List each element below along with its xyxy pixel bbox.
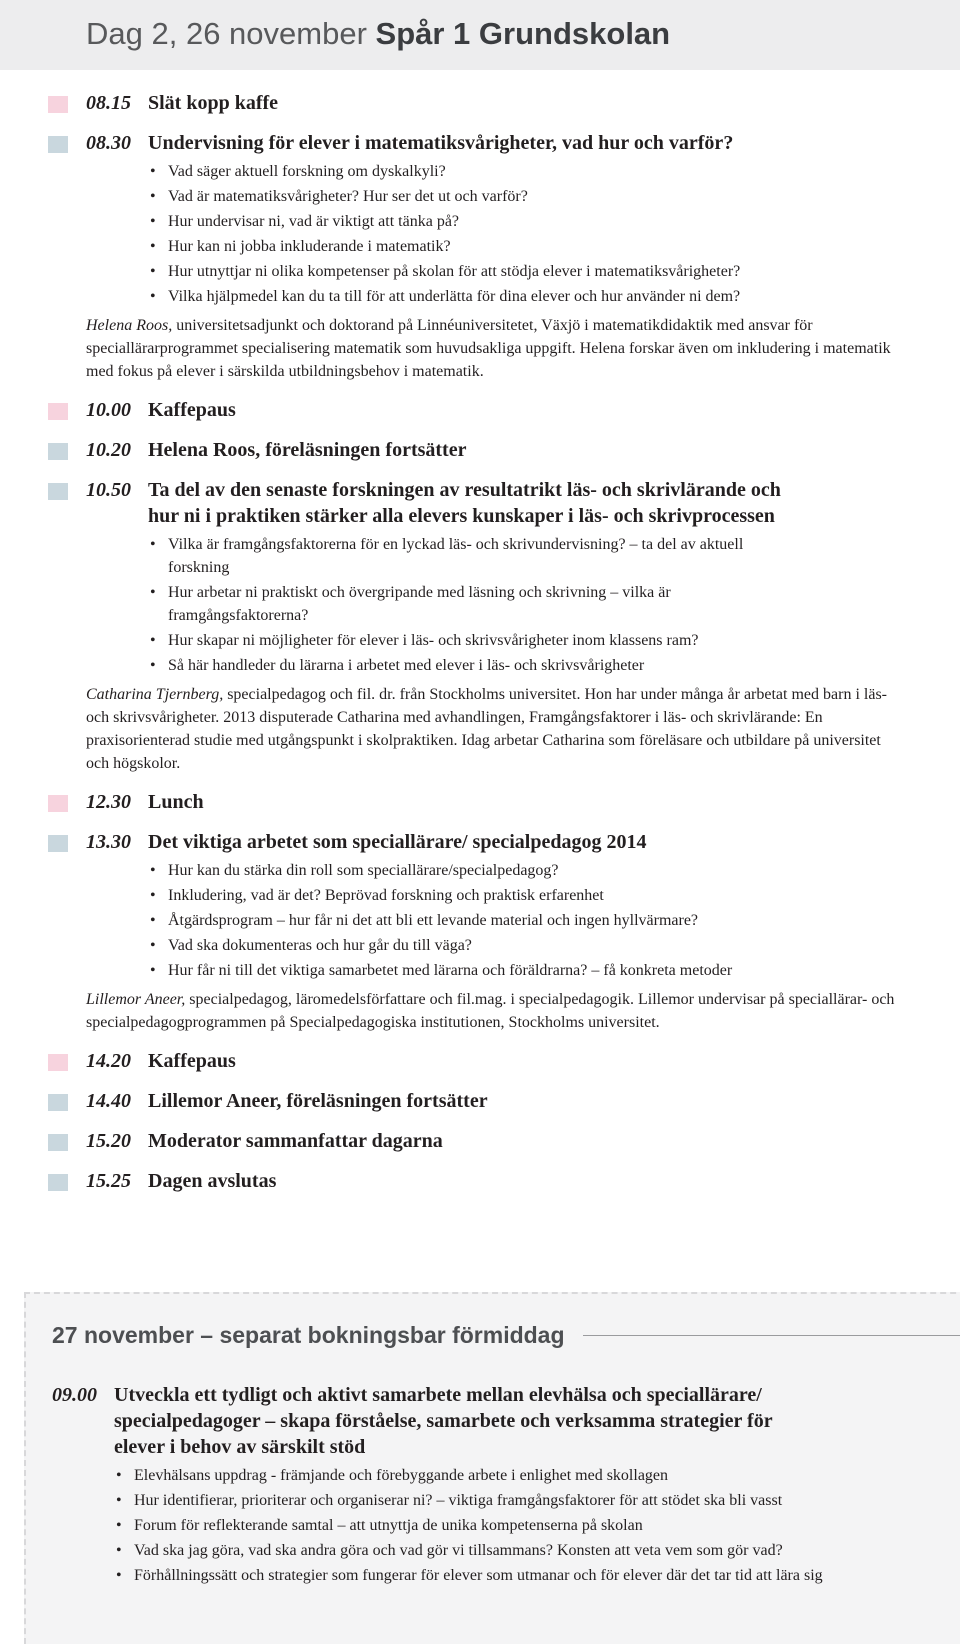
page-header bbox=[0, 0, 960, 70]
topic-item: • Vad ska dokumenteras och hur går du till väga? bbox=[148, 934, 848, 957]
speaker-name: Catharina Tjernberg, bbox=[86, 686, 224, 703]
session-time: 14.20 bbox=[86, 1050, 131, 1072]
session-time: 08.15 bbox=[86, 92, 131, 114]
topic-item: • Vilka är framgångsfaktorerna för en lyckad läs- och skrivundervisning? – ta del av aktuell forskning bbox=[148, 533, 748, 579]
session-time: 15.25 bbox=[86, 1170, 131, 1192]
break-marker bbox=[48, 96, 68, 113]
topic-item: • Vad är matematiksvårigheter? Hur ser det ut och varför? bbox=[148, 185, 848, 208]
session-marker bbox=[48, 835, 68, 852]
session-1050 bbox=[0, 477, 960, 775]
topic-item: • Vad ska jag göra, vad ska andra göra och vad gör vi tillsammans? Konsten att veta vem som gör vad? bbox=[114, 1539, 894, 1562]
session-title: Utveckla ett tydligt och aktivt samarbete mellan elevhälsa och speciallärare/ specialpedagoger – skapa förståelse, samarbete och verksamma strategier för elever i behov av särskilt stöd bbox=[114, 1384, 773, 1458]
topic-item: • Så här handleder du lärarna i arbetet med elever i läs- och skrivsvårigheter bbox=[148, 654, 748, 677]
topic-list bbox=[148, 859, 848, 982]
session-0900 bbox=[52, 1382, 932, 1589]
topic-item: • Hur kan ni jobba inkluderande i matematik? bbox=[148, 235, 848, 258]
topic-item: • Förhållningssätt och strategier som fungerar för elever som utmanar och för elever där det tar tid att lära sig bbox=[114, 1564, 894, 1587]
session-time: 10.00 bbox=[86, 399, 131, 421]
session-marker bbox=[48, 1174, 68, 1191]
topic-item: • Hur kan du stärka din roll som speciallärare/specialpedagog? bbox=[148, 859, 848, 882]
topic-list bbox=[148, 160, 848, 308]
speaker-bio bbox=[86, 683, 906, 775]
session-title: Dagen avslutas bbox=[148, 1170, 277, 1192]
session-1020 bbox=[0, 437, 960, 463]
session-time: 13.30 bbox=[86, 831, 131, 853]
speaker-description: specialpedagog och fil. dr. från Stockholms universitet. Hon har under många år arbetat med barn i läs- och skrivsvårigheter. 2013 disputerade Catharina med avhandlingen, Framgångsfaktorer i läs- och skrivlärande: En praxisorienterad studie med utgångspunkt i skolpraktiken. Idag arbetar Catharina som föreläsare och utbildare på universitet och högskolor. bbox=[86, 686, 887, 772]
session-title: Lillemor Aneer, föreläsningen fortsätter bbox=[148, 1090, 488, 1112]
break-marker bbox=[48, 1054, 68, 1071]
topic-list bbox=[148, 533, 748, 677]
session-title: Helena Roos, föreläsningen fortsätter bbox=[148, 439, 467, 461]
program-list bbox=[0, 90, 960, 1208]
session-time: 09.00 bbox=[52, 1384, 97, 1406]
speaker-bio bbox=[86, 314, 906, 383]
box-heading bbox=[52, 1322, 960, 1349]
session-1440 bbox=[0, 1088, 960, 1114]
topic-item: • Hur får ni till det viktiga samarbetet med lärarna och föräldrarna? – få konkreta metoder bbox=[148, 959, 848, 982]
session-0815 bbox=[0, 90, 960, 116]
session-time: 08.30 bbox=[86, 132, 131, 154]
session-time: 14.40 bbox=[86, 1090, 131, 1112]
session-marker bbox=[48, 483, 68, 500]
session-time: 10.20 bbox=[86, 439, 131, 461]
speaker-name: Helena Roos, bbox=[86, 317, 173, 334]
session-marker bbox=[48, 1094, 68, 1111]
session-1000 bbox=[0, 397, 960, 423]
optional-morning-box bbox=[24, 1292, 960, 1644]
session-1520 bbox=[0, 1128, 960, 1154]
session-title: Kaffepaus bbox=[148, 399, 236, 421]
session-time: 15.20 bbox=[86, 1130, 131, 1152]
session-title: Det viktiga arbetet som speciallärare/ specialpedagog 2014 bbox=[148, 831, 647, 853]
topic-item: • Inkludering, vad är det? Beprövad forskning och praktisk erfarenhet bbox=[148, 884, 848, 907]
session-title: Lunch bbox=[148, 791, 204, 813]
topic-list bbox=[114, 1464, 894, 1587]
topic-item: • Vad säger aktuell forskning om dyskalkyli? bbox=[148, 160, 848, 183]
topic-item: • Forum för reflekterande samtal – att utnyttja de unika kompetenserna på skolan bbox=[114, 1514, 894, 1537]
speaker-bio bbox=[86, 988, 906, 1034]
title-track: Spår 1 Grundskolan bbox=[375, 16, 671, 51]
session-1525 bbox=[0, 1168, 960, 1194]
topic-item: • Elevhälsans uppdrag - främjande och förebyggande arbete i enlighet med skollagen bbox=[114, 1464, 894, 1487]
session-marker bbox=[48, 443, 68, 460]
session-1230 bbox=[0, 789, 960, 815]
topic-item: • Hur arbetar ni praktiskt och övergripande med läsning och skrivning – vilka är framgångsfaktorerna? bbox=[148, 581, 748, 627]
session-1330 bbox=[0, 829, 960, 1034]
speaker-name: Lillemor Aneer, bbox=[86, 991, 186, 1008]
session-0830 bbox=[0, 130, 960, 383]
session-title: Moderator sammanfattar dagarna bbox=[148, 1130, 443, 1152]
topic-item: • Hur undervisar ni, vad är viktigt att tänka på? bbox=[148, 210, 848, 233]
topic-item: • Hur identifierar, prioriterar och organiserar ni? – viktiga framgångsfaktorer för att stödet ska bli vasst bbox=[114, 1489, 894, 1512]
session-title: Ta del av den senaste forskningen av resultatrikt läs- och skrivlärande och hur ni i praktiken stärker alla elevers kunskaper i läs- och skrivprocessen bbox=[148, 479, 781, 527]
session-time: 12.30 bbox=[86, 791, 131, 813]
heading-rule bbox=[583, 1335, 960, 1336]
topic-item: • Hur skapar ni möjligheter för elever i läs- och skrivsvårigheter inom klassens ram? bbox=[148, 629, 748, 652]
session-1420 bbox=[0, 1048, 960, 1074]
break-marker bbox=[48, 403, 68, 420]
break-marker bbox=[48, 795, 68, 812]
session-marker bbox=[48, 1134, 68, 1151]
title-date: Dag 2, 26 november bbox=[86, 16, 367, 51]
speaker-description: universitetsadjunkt och doktorand på Linnéuniversitetet, Växjö i matematikdidaktik med ansvar för speciallärarprogrammet specialisering matematik som huvudsakliga uppgift. Helena forskar även om inkludering i matematik med fokus på elever i särskilda utbildningsbehov i matematik. bbox=[86, 317, 891, 380]
topic-item: • Vilka hjälpmedel kan du ta till för att underlätta för dina elever och hur använder ni dem? bbox=[148, 285, 848, 308]
box-title: 27 november – separat bokningsbar förmiddag bbox=[52, 1322, 565, 1348]
session-title: Kaffepaus bbox=[148, 1050, 236, 1072]
session-marker bbox=[48, 136, 68, 153]
topic-item: • Hur utnyttjar ni olika kompetenser på skolan för att stödja elever i matematiksvårigheter? bbox=[148, 260, 848, 283]
page-title bbox=[86, 16, 670, 52]
session-title: Slät kopp kaffe bbox=[148, 92, 279, 114]
speaker-description: specialpedagog, läromedelsförfattare och fil.mag. i specialpedagogik. Lillemor undervisar på speciallärar- och specialpedagogprogrammen på Specialpedagogiska institutionen, Stockholms universitet. bbox=[86, 991, 895, 1031]
session-title: Undervisning för elever i matematiksvårigheter, vad hur och varför? bbox=[148, 132, 734, 154]
topic-item: • Åtgärdsprogram – hur får ni det att bli ett levande material och ingen hyllvärmare? bbox=[148, 909, 848, 932]
session-time: 10.50 bbox=[86, 479, 131, 501]
